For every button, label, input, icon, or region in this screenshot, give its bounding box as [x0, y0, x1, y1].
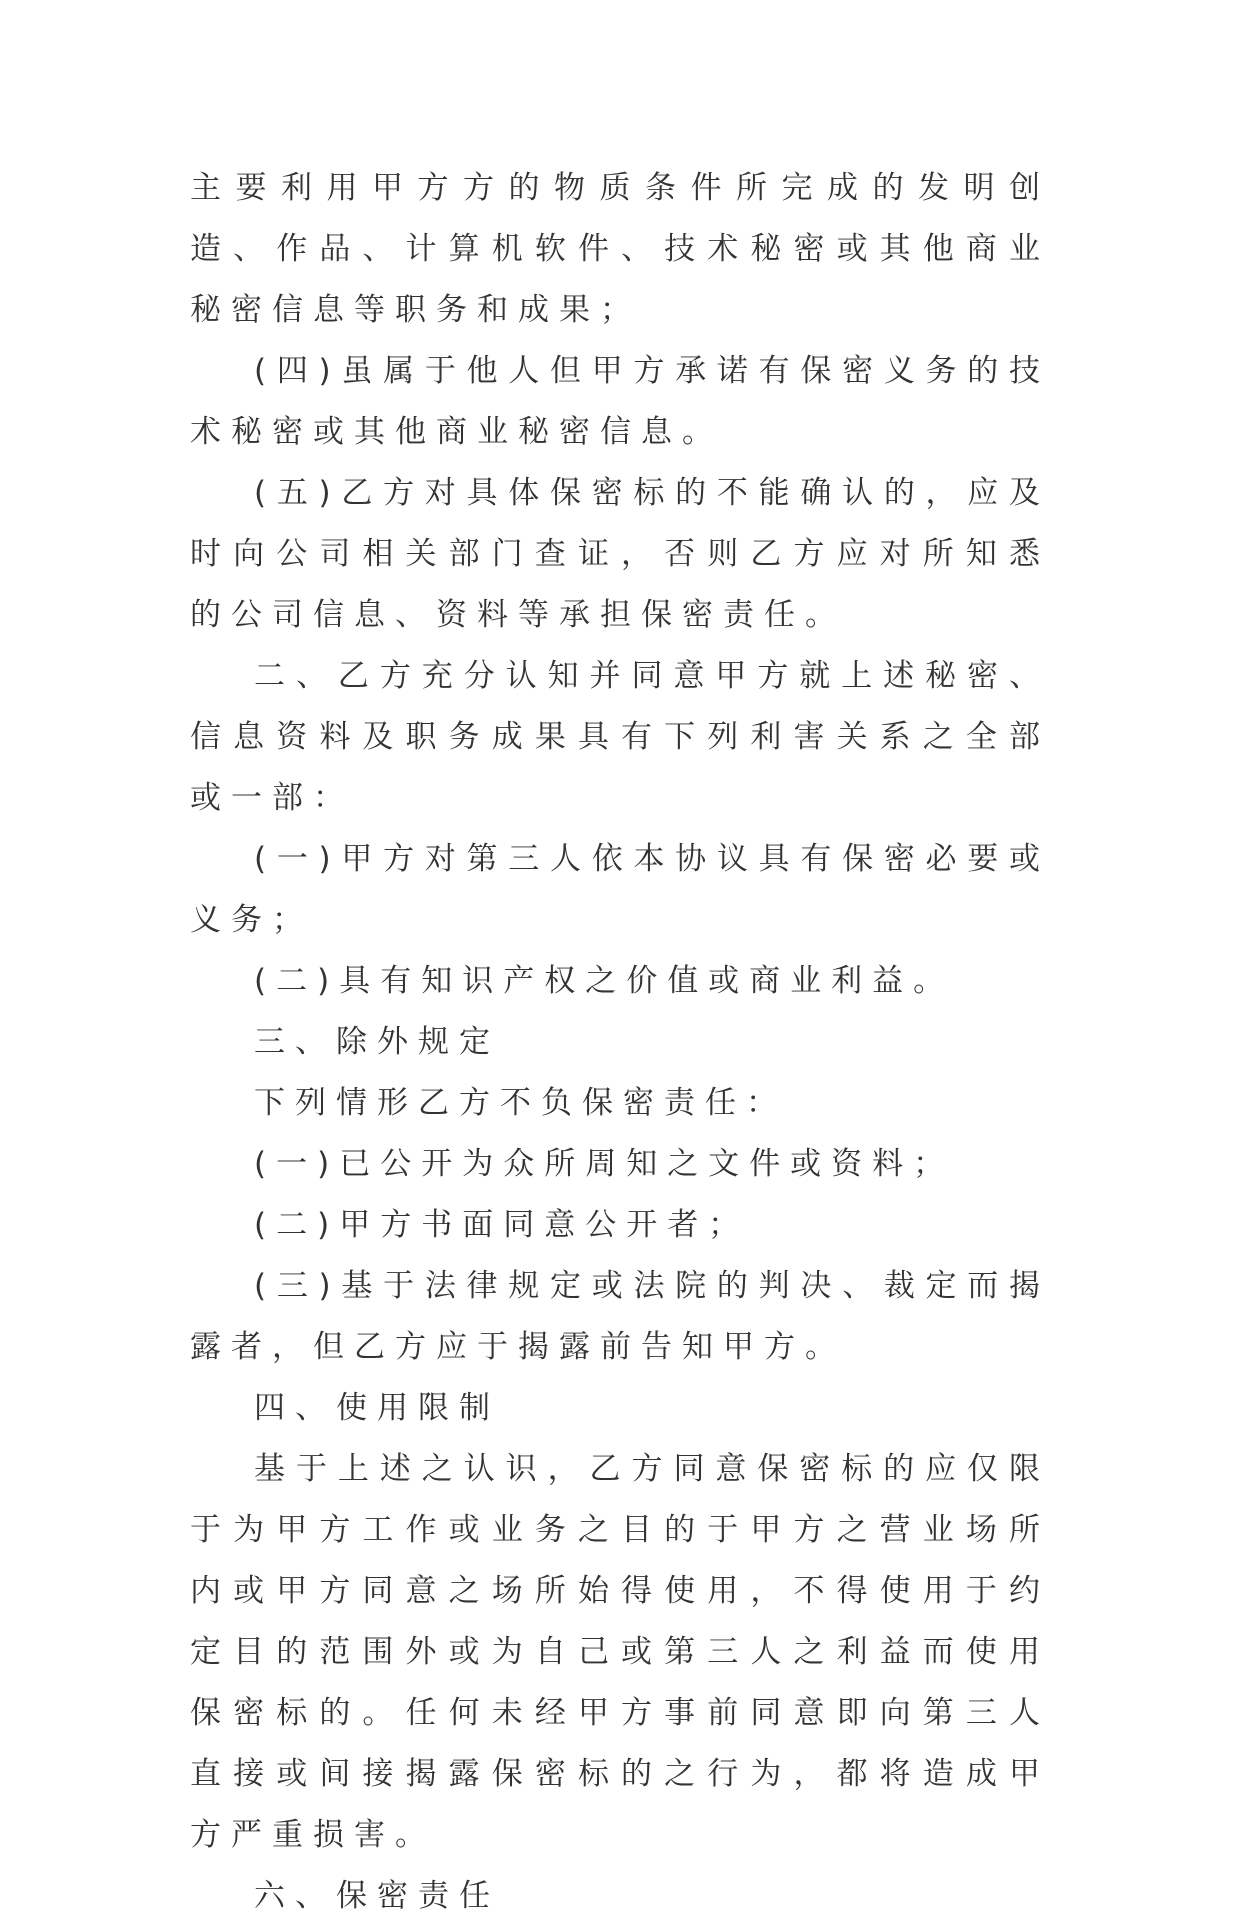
section-4-text: 基于上述之认识，乙方同意保密标的应仅限于为甲方工作或业务之目的于甲方之营业场所内或甲方同意之场所始得使用，不得使用于约定目的范围外或为自己或第三人之利益而使用保密标的。任何未经甲方事前同意即向第三人直接或间接揭露保密标的之行为，都将造成甲方严重损害。 — [190, 1451, 1050, 1853]
section-3-item-1: (一)已公开为众所周知之文件或资料； — [254, 1146, 955, 1182]
section-3-heading: 三、除外规定 — [254, 1024, 500, 1060]
section-6-heading: 六、保密责任 — [254, 1878, 500, 1914]
paragraph-item-5: (五)乙方对具体保密标的不能确认的，应及时向公司相关部门查证，否则乙方应对所知悉的公司信息、资料等承担保密责任。 — [190, 475, 1050, 633]
section-3-intro: 下列情形乙方不负保密责任： — [254, 1085, 787, 1121]
paragraph-item-4: (四)虽属于他人但甲方承诺有保密义务的技术秘密或其他商业秘密信息。 — [190, 353, 1050, 450]
section-4-heading: 四、使用限制 — [254, 1390, 500, 1426]
section-2-item-1: (一)甲方对第三人依本协议具有保密必要或义务； — [190, 841, 1050, 938]
section-2-text: 二、乙方充分认知并同意甲方就上述秘密、信息资料及职务成果具有下列利害关系之全部或一部： — [190, 658, 1050, 816]
section-3-item-3: (三)基于法律规定或法院的判决、裁定而揭露者，但乙方应于揭露前告知甲方。 — [190, 1268, 1050, 1365]
section-2-item-2: (二)具有知识产权之价值或商业利益。 — [254, 963, 955, 999]
section-3-item-2: (二)甲方书面同意公开者； — [254, 1207, 750, 1243]
paragraph-continuation: 主要利用甲方方的物质条件所完成的发明创造、作品、计算机软件、技术秘密或其他商业秘密信息等职务和成果； — [190, 170, 1050, 328]
document-body — [190, 158, 1050, 1927]
